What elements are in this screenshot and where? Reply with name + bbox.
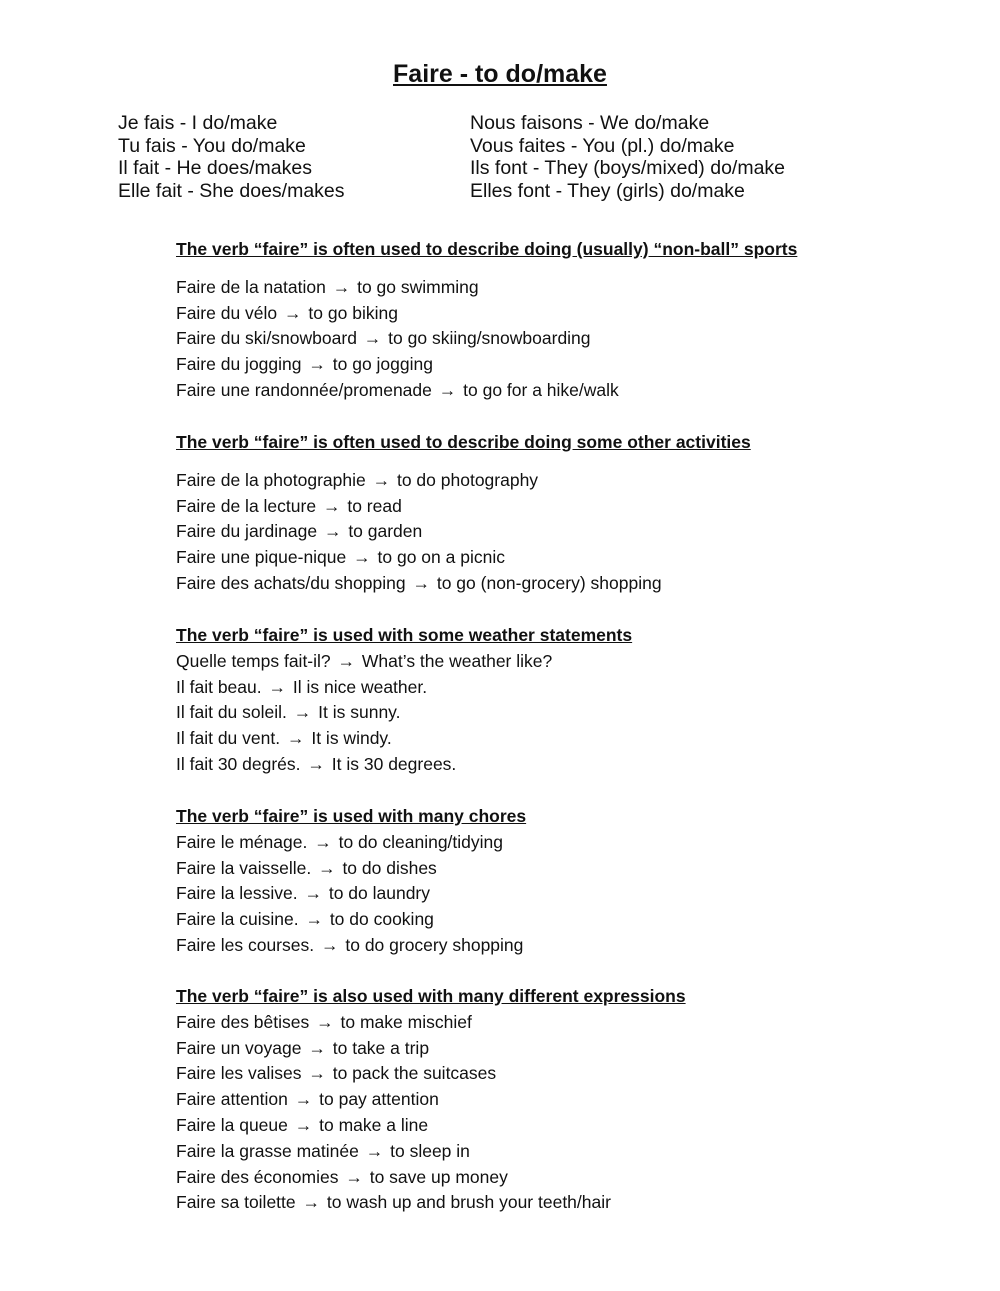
conjugation-singular xyxy=(118,112,345,202)
vocab-list xyxy=(176,1010,686,1216)
english-meaning: to make mischief xyxy=(340,1011,472,1032)
english-meaning: Il is nice weather. xyxy=(292,676,428,697)
english-meaning: to do photography xyxy=(396,469,539,490)
french-phrase: Faire du vélo xyxy=(176,302,278,323)
vocab-item xyxy=(176,752,632,778)
section-heading: The verb “faire” is used with some weather statements xyxy=(176,625,633,645)
conjugation-line: Ils font - They (boys/mixed) do/make xyxy=(470,157,786,180)
conjugation-line: Vous faites - You (pl.) do/make xyxy=(470,134,735,157)
vocab-item xyxy=(176,519,751,545)
vocab-item xyxy=(176,326,797,352)
french-phrase: Faire la vaisselle. xyxy=(176,857,317,878)
vocab-item xyxy=(176,933,526,959)
right-arrow-icon: → xyxy=(308,1037,326,1058)
english-meaning: to go for a hike/walk xyxy=(463,379,619,400)
english-meaning: to go swimming xyxy=(357,276,479,297)
english-meaning: It is windy. xyxy=(311,728,392,749)
english-meaning: to read xyxy=(347,495,402,516)
section-activities xyxy=(176,430,751,597)
vocab-list xyxy=(176,649,632,778)
french-phrase: Faire du jogging xyxy=(176,354,302,375)
french-phrase: Faire de la photographie xyxy=(176,469,366,490)
page-title: Faire - to do/make xyxy=(393,60,607,88)
section-heading: The verb “faire” is often used to describe doing some other activities xyxy=(176,432,751,452)
french-phrase: Faire des bêtises xyxy=(176,1011,310,1032)
right-arrow-icon: → xyxy=(268,676,286,697)
french-phrase: Faire une pique-nique xyxy=(176,547,347,568)
english-meaning: It is 30 degrees. xyxy=(331,753,457,774)
vocab-item xyxy=(176,1190,686,1216)
english-meaning: to take a trip xyxy=(332,1037,430,1058)
vocab-item xyxy=(176,1165,686,1191)
french-phrase: Faire un voyage xyxy=(176,1037,302,1058)
french-phrase: Faire du ski/snowboard xyxy=(176,328,357,349)
english-meaning: to pay attention xyxy=(319,1089,439,1110)
vocab-item xyxy=(176,1036,686,1062)
right-arrow-icon: → xyxy=(332,276,351,297)
conjugation-line: Tu fais - You do/make xyxy=(118,134,306,157)
french-phrase: Faire de la lecture xyxy=(176,495,317,516)
right-arrow-icon: → xyxy=(363,328,382,349)
section-heading: The verb “faire” is used with many chores xyxy=(176,806,527,826)
english-meaning: to go jogging xyxy=(332,354,433,375)
conjugation-line: Elles font - They (girls) do/make xyxy=(470,179,745,202)
french-phrase: Faire de la natation xyxy=(176,276,326,297)
french-phrase: Il fait 30 degrés. xyxy=(176,753,301,774)
right-arrow-icon: → xyxy=(318,857,336,878)
right-arrow-icon: → xyxy=(365,1140,384,1161)
conjugation-plural xyxy=(470,112,785,202)
french-phrase: Faire des économies xyxy=(176,1166,339,1187)
right-arrow-icon: → xyxy=(304,883,322,904)
vocab-item xyxy=(176,907,526,933)
french-phrase: Faire le ménage. xyxy=(176,831,308,852)
english-meaning: to go on a picnic xyxy=(377,547,505,568)
vocab-item xyxy=(176,726,632,752)
english-meaning: to save up money xyxy=(369,1166,508,1187)
vocab-item xyxy=(176,378,797,404)
vocab-item xyxy=(176,1061,686,1087)
vocab-item xyxy=(176,1139,686,1165)
right-arrow-icon: → xyxy=(293,702,312,723)
right-arrow-icon: → xyxy=(294,1114,313,1135)
english-meaning: to go (non-grocery) shopping xyxy=(436,572,662,593)
english-meaning: to do cleaning/tidying xyxy=(338,831,503,852)
french-phrase: Il fait du vent. xyxy=(176,728,281,749)
right-arrow-icon: → xyxy=(323,521,342,542)
section-weather xyxy=(176,623,632,778)
vocab-item xyxy=(176,1113,686,1139)
conjugation-line: Je fais - I do/make xyxy=(118,112,278,134)
english-meaning: to sleep in xyxy=(390,1140,470,1161)
right-arrow-icon: → xyxy=(322,495,341,516)
vocab-item xyxy=(176,275,797,301)
vocab-item xyxy=(176,649,632,675)
right-arrow-icon: → xyxy=(353,547,371,568)
right-arrow-icon: → xyxy=(314,831,332,852)
french-phrase: Quelle temps fait-il? xyxy=(176,650,331,671)
vocab-list xyxy=(176,830,526,959)
english-meaning: to wash up and brush your teeth/hair xyxy=(326,1192,611,1213)
right-arrow-icon: → xyxy=(307,753,325,774)
english-meaning: to go biking xyxy=(308,302,398,323)
english-meaning: to do cooking xyxy=(329,909,434,930)
conjugation-line: Il fait - He does/makes xyxy=(118,157,312,180)
right-arrow-icon: → xyxy=(316,1011,334,1032)
vocab-item xyxy=(176,352,797,378)
english-meaning: to do laundry xyxy=(328,883,431,904)
french-phrase: Faire des achats/du shopping xyxy=(176,572,406,593)
vocab-item xyxy=(176,700,632,726)
right-arrow-icon: → xyxy=(302,1192,321,1213)
conjugation-line: Elle fait - She does/makes xyxy=(118,179,345,202)
vocab-list xyxy=(176,275,797,404)
english-meaning: What’s the weather like? xyxy=(361,650,553,671)
right-arrow-icon: → xyxy=(345,1166,363,1187)
right-arrow-icon: → xyxy=(372,469,391,490)
english-meaning: It is sunny. xyxy=(318,702,401,723)
vocab-item xyxy=(176,1087,686,1113)
french-phrase: Faire les valises xyxy=(176,1063,302,1084)
french-phrase: Faire la lessive. xyxy=(176,883,298,904)
right-arrow-icon: → xyxy=(320,934,339,955)
english-meaning: to make a line xyxy=(319,1114,429,1135)
vocab-item xyxy=(176,856,526,882)
section-heading: The verb “faire” is also used with many different expressions xyxy=(176,986,686,1006)
french-phrase: Faire la cuisine. xyxy=(176,909,299,930)
french-phrase: Faire attention xyxy=(176,1089,288,1110)
french-phrase: Faire la queue xyxy=(176,1114,288,1135)
vocab-item xyxy=(176,468,751,494)
english-meaning: to do grocery shopping xyxy=(345,934,524,955)
right-arrow-icon: → xyxy=(438,379,457,400)
right-arrow-icon: → xyxy=(286,728,305,749)
english-meaning: to do dishes xyxy=(342,857,437,878)
english-meaning: to pack the suitcases xyxy=(332,1063,497,1084)
vocab-item xyxy=(176,545,751,571)
section-chores xyxy=(176,804,526,959)
french-phrase: Il fait du soleil. xyxy=(176,702,287,723)
vocab-item xyxy=(176,881,526,907)
right-arrow-icon: → xyxy=(337,650,356,671)
vocab-item xyxy=(176,301,797,327)
right-arrow-icon: → xyxy=(284,302,302,323)
french-phrase: Faire une randonnée/promenade xyxy=(176,379,432,400)
right-arrow-icon: → xyxy=(308,1063,326,1084)
english-meaning: to go skiing/snowboarding xyxy=(388,328,591,349)
french-phrase: Faire sa toilette xyxy=(176,1192,296,1213)
vocab-item xyxy=(176,830,526,856)
vocab-list xyxy=(176,468,751,597)
right-arrow-icon: → xyxy=(305,909,323,930)
french-phrase: Il fait beau. xyxy=(176,676,262,697)
section-heading: The verb “faire” is often used to describe doing (usually) “non-ball” sports xyxy=(176,239,798,259)
vocab-item xyxy=(176,675,632,701)
section-expressions xyxy=(176,984,686,1216)
vocab-item xyxy=(176,1010,686,1036)
english-meaning: to garden xyxy=(348,521,423,542)
vocab-item xyxy=(176,494,751,520)
french-phrase: Faire du jardinage xyxy=(176,521,318,542)
french-phrase: Faire la grasse matinée xyxy=(176,1140,359,1161)
vocab-item xyxy=(176,571,751,597)
french-phrase: Faire les courses. xyxy=(176,934,315,955)
right-arrow-icon: → xyxy=(294,1089,313,1110)
right-arrow-icon: → xyxy=(412,572,430,593)
conjugation-line: Nous faisons - We do/make xyxy=(470,112,710,134)
section-sports xyxy=(176,237,797,404)
right-arrow-icon: → xyxy=(308,354,326,375)
